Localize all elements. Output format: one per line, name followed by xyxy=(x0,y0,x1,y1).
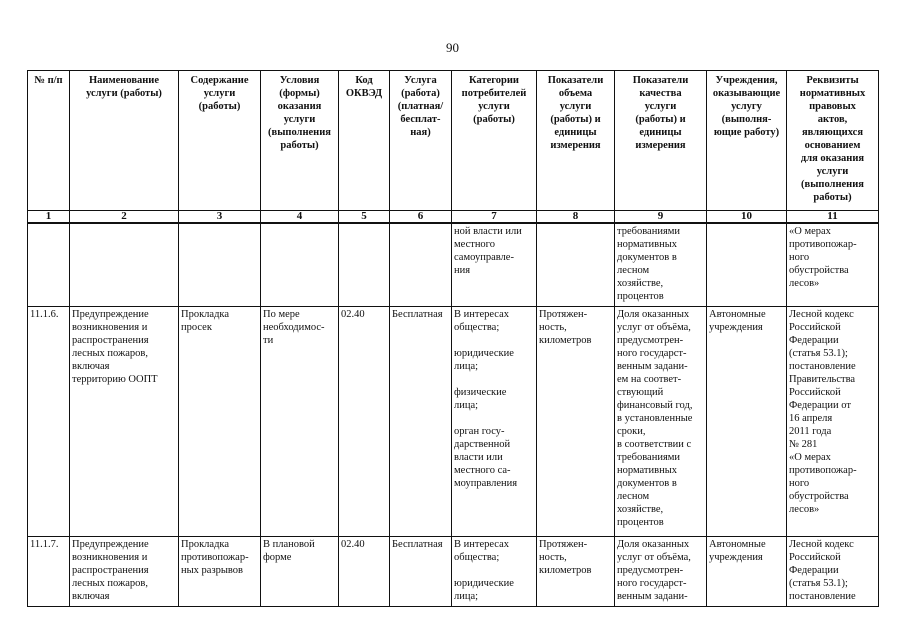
cell-text-line: 11.1.6. xyxy=(30,308,59,320)
column-number-row xyxy=(28,211,879,224)
cell-text-line: (работы) и xyxy=(550,114,601,125)
cell-text-line: территорию ООПТ xyxy=(72,373,158,385)
cell-text-line: нормативных xyxy=(617,239,678,250)
column-number: 10 xyxy=(707,211,787,224)
cell-text-line: (выполнения xyxy=(268,127,331,138)
cell-text-line: учреждения xyxy=(709,551,763,563)
cell-text-line: в установленные xyxy=(617,412,693,424)
cell-text-line: ем на соответ- xyxy=(617,373,682,385)
cell-text-line: Предупреждение xyxy=(72,538,149,550)
cell-text-line: лесном xyxy=(617,265,650,276)
table-cell xyxy=(390,223,452,306)
table-cell xyxy=(707,306,787,536)
cell-text-line: правовых xyxy=(809,101,856,112)
cell-text-line: Лесной кодекс xyxy=(789,538,854,550)
cell-text-line: Категории xyxy=(469,75,519,86)
cell-text-line: в соответствии с xyxy=(617,438,692,450)
table-cell xyxy=(615,306,707,536)
cell-text-line: Федерации xyxy=(789,334,839,346)
cell-text-line: (формы) xyxy=(279,88,320,99)
cell-text-line: распространения xyxy=(72,564,149,576)
cell-text-line: Код xyxy=(355,75,373,86)
cell-text-line: услуг от объёма, xyxy=(617,551,691,563)
cell-text-line: услуги (работы) xyxy=(86,88,162,99)
cell-text-line: обустройства xyxy=(789,490,849,502)
cell-text-line: Услуга xyxy=(404,75,437,86)
cell-text-line: Правительства xyxy=(789,373,856,385)
cell-text-line: ная) xyxy=(410,127,431,138)
column-header-10 xyxy=(707,71,787,211)
column-header-2 xyxy=(70,71,179,211)
cell-text-line: услуги xyxy=(559,101,592,112)
cell-text-line: Показатели xyxy=(632,75,689,86)
cell-text-line: (выполнения xyxy=(801,179,864,190)
cell-text-line: лесных пожаров, xyxy=(72,577,148,589)
cell-text-line: актов, xyxy=(817,114,848,125)
cell-text-line: (статья 53.1); xyxy=(789,347,848,359)
column-number: 9 xyxy=(615,211,707,224)
cell-text-line: Протяжен- xyxy=(539,538,588,550)
cell-text-line: Бесплатная xyxy=(392,538,443,550)
cell-text-line: услуг от объёма, xyxy=(617,321,691,333)
cell-text-line: документов в xyxy=(617,252,677,263)
table-row xyxy=(28,223,879,306)
table-cell xyxy=(28,536,70,606)
table-cell xyxy=(179,536,261,606)
column-number: 11 xyxy=(787,211,879,224)
cell-text-line: Федерации от xyxy=(789,399,851,411)
blank-line xyxy=(454,334,534,347)
cell-text-line: Федерации xyxy=(789,564,839,576)
cell-text-line: бесплат- xyxy=(400,114,441,125)
cell-text-line: ной власти или xyxy=(454,226,522,237)
cell-text-line: услугу xyxy=(731,101,762,112)
services-table xyxy=(27,70,879,607)
table-cell xyxy=(787,536,879,606)
table-cell xyxy=(787,223,879,306)
cell-text-line: сроки, xyxy=(617,425,646,437)
cell-text-line: лица; xyxy=(454,590,479,602)
table-cell xyxy=(390,536,452,606)
cell-text-line: венным задани- xyxy=(617,360,688,372)
cell-text-line: 02.40 xyxy=(341,538,365,550)
cell-text-line: лесов» xyxy=(789,278,820,289)
cell-text-line: постановление xyxy=(789,590,856,602)
table-cell xyxy=(707,536,787,606)
cell-text-line: орган госу- xyxy=(454,425,505,437)
table-cell xyxy=(28,306,70,536)
header-row xyxy=(28,71,879,211)
cell-text-line: Содержание xyxy=(190,75,249,86)
cell-text-line: № 281 xyxy=(789,438,818,450)
cell-text-line: нормативных xyxy=(617,464,678,476)
cell-text-line: Протяжен- xyxy=(539,308,588,320)
cell-text-line: потребителей xyxy=(461,88,527,99)
cell-text-line: В плановой xyxy=(263,538,315,550)
table-cell xyxy=(452,536,537,606)
cell-text-line: юридические xyxy=(454,577,514,589)
cell-text-line: (работа) xyxy=(401,88,440,99)
table-cell xyxy=(537,223,615,306)
cell-text-line: километров xyxy=(539,334,592,346)
cell-text-line: работы) xyxy=(813,192,852,203)
table-row xyxy=(28,536,879,606)
table-cell xyxy=(787,306,879,536)
cell-text-line: В интересах xyxy=(454,538,509,550)
column-header-3 xyxy=(179,71,261,211)
cell-text-line: (работы) и xyxy=(635,114,686,125)
cell-text-line: единицы xyxy=(554,127,597,138)
cell-text-line: ного государст- xyxy=(617,577,687,589)
cell-text-line: услуги xyxy=(478,101,510,112)
cell-text-line: услуги xyxy=(203,88,236,99)
cell-text-line: Прокладка xyxy=(181,538,230,550)
cell-text-line: услуги xyxy=(283,114,316,125)
cell-text-line: Российской xyxy=(789,551,841,563)
cell-text-line: процентов xyxy=(617,516,664,528)
column-header-5 xyxy=(339,71,390,211)
column-number: 7 xyxy=(452,211,537,224)
column-header-7 xyxy=(452,71,537,211)
table-cell xyxy=(28,223,70,306)
cell-text-line: самоуправле- xyxy=(454,252,514,263)
cell-text-line: ствующий xyxy=(617,386,664,398)
cell-text-line: противопожар- xyxy=(181,551,249,563)
cell-text-line: ния xyxy=(454,265,471,276)
cell-text-line: Доля оказанных xyxy=(617,538,690,550)
cell-text-line: венным задани- xyxy=(617,590,688,602)
blank-line xyxy=(454,412,534,425)
cell-text-line: В интересах xyxy=(454,308,509,320)
table-cell xyxy=(339,536,390,606)
cell-text-line: 16 апреля xyxy=(789,412,833,424)
cell-text-line: местного са- xyxy=(454,464,511,476)
cell-text-line: включая xyxy=(72,360,110,372)
cell-text-line: Наименование xyxy=(89,75,159,86)
cell-text-line: являющихся xyxy=(801,127,863,138)
column-number: 3 xyxy=(179,211,261,224)
cell-text-line: По мере xyxy=(263,308,300,320)
cell-text-line: обустройства xyxy=(789,265,849,276)
cell-text-line: основанием xyxy=(804,140,861,151)
cell-text-line: предусмотрен- xyxy=(617,334,684,346)
cell-text-line: (платная/ xyxy=(397,101,444,112)
table-cell xyxy=(707,223,787,306)
cell-text-line: Бесплатная xyxy=(392,308,443,320)
table-cell xyxy=(452,223,537,306)
blank-line xyxy=(454,564,534,577)
table-cell xyxy=(179,306,261,536)
cell-text-line: 02.40 xyxy=(341,308,365,320)
cell-text-line: Доля оказанных xyxy=(617,308,690,320)
cell-text-line: измерения xyxy=(635,140,686,151)
table-cell xyxy=(452,306,537,536)
cell-text-line: форме xyxy=(263,551,292,563)
cell-text-line: требованиями xyxy=(617,451,681,463)
column-header-11 xyxy=(787,71,879,211)
cell-text-line: № п/п xyxy=(34,75,63,86)
cell-text-line: учреждения xyxy=(709,321,763,333)
cell-text-line: ность, xyxy=(539,321,567,333)
cell-text-line: Лесной кодекс xyxy=(789,308,854,320)
cell-text-line: (выполня- xyxy=(721,114,772,125)
cell-text-line: качества xyxy=(639,88,682,99)
column-header-9 xyxy=(615,71,707,211)
table-cell xyxy=(615,536,707,606)
column-header-6 xyxy=(390,71,452,211)
cell-text-line: Российской xyxy=(789,321,841,333)
cell-text-line: постановление xyxy=(789,360,856,372)
page-number: 90 xyxy=(446,40,459,55)
cell-text-line: возникновения и xyxy=(72,321,148,333)
cell-text-line: «О мерах xyxy=(789,451,831,463)
cell-text-line: 11.1.7. xyxy=(30,538,59,550)
cell-text-line: Учреждения, xyxy=(715,75,778,86)
cell-text-line: оказывающие xyxy=(712,88,781,99)
cell-text-line: Предупреждение xyxy=(72,308,149,320)
cell-text-line: дарственной xyxy=(454,438,511,450)
column-number: 1 xyxy=(28,211,70,224)
table-cell xyxy=(261,306,339,536)
cell-text-line: ность, xyxy=(539,551,567,563)
cell-text-line: юридические xyxy=(454,347,514,359)
cell-text-line: измерения xyxy=(550,140,601,151)
cell-text-line: ного государст- xyxy=(617,347,687,359)
cell-text-line: лесных пожаров, xyxy=(72,347,148,359)
cell-text-line: ного xyxy=(789,252,810,263)
table-cell xyxy=(339,306,390,536)
column-header-4 xyxy=(261,71,339,211)
cell-text-line: (статья 53.1); xyxy=(789,577,848,589)
cell-text-line: услуги xyxy=(816,166,849,177)
cell-text-line: моуправления xyxy=(454,477,518,489)
table-cell xyxy=(70,306,179,536)
cell-text-line: (работы) xyxy=(473,114,515,125)
cell-text-line: предусмотрен- xyxy=(617,564,684,576)
cell-text-line: хозяйстве, xyxy=(617,278,664,289)
table-cell xyxy=(537,306,615,536)
table-cell xyxy=(261,223,339,306)
cell-text-line: распространения xyxy=(72,334,149,346)
cell-text-line: Условия xyxy=(279,75,320,86)
table-cell xyxy=(70,536,179,606)
cell-text-line: общества; xyxy=(454,321,500,333)
cell-text-line: работы) xyxy=(280,140,319,151)
cell-text-line: финансовый год, xyxy=(617,399,693,411)
cell-text-line: для оказания xyxy=(800,153,865,164)
table-cell xyxy=(339,223,390,306)
table-cell xyxy=(537,536,615,606)
cell-text-line: включая xyxy=(72,590,110,602)
column-number: 6 xyxy=(390,211,452,224)
cell-text-line: Автономные xyxy=(709,308,766,320)
cell-text-line: возникновения и xyxy=(72,551,148,563)
cell-text-line: физические xyxy=(454,386,507,398)
cell-text-line: общества; xyxy=(454,551,500,563)
cell-text-line: (работы) xyxy=(198,101,241,112)
cell-text-line: нормативных xyxy=(799,88,866,99)
cell-text-line: лесов» xyxy=(789,503,820,515)
table-cell xyxy=(615,223,707,306)
column-number: 2 xyxy=(70,211,179,224)
column-number: 5 xyxy=(339,211,390,224)
cell-text-line: лесном xyxy=(617,490,650,502)
cell-text-line: услуги xyxy=(644,101,677,112)
cell-text-line: местного xyxy=(454,239,495,250)
cell-text-line: противопожар- xyxy=(789,464,857,476)
cell-text-line: ющие работу) xyxy=(713,127,780,138)
cell-text-line: 2011 года xyxy=(789,425,832,437)
table-cell xyxy=(261,536,339,606)
blank-line xyxy=(454,373,534,386)
column-number: 8 xyxy=(537,211,615,224)
cell-text-line: «О мерах xyxy=(789,226,831,237)
column-header-8 xyxy=(537,71,615,211)
cell-text-line: процентов xyxy=(617,291,664,302)
cell-text-line: противопожар- xyxy=(789,239,857,250)
cell-text-line: ных разрывов xyxy=(181,564,244,576)
cell-text-line: единицы xyxy=(639,127,682,138)
cell-text-line: Показатели xyxy=(547,75,604,86)
cell-text-line: необходимос- xyxy=(263,321,325,333)
cell-text-line: оказания xyxy=(277,101,322,112)
table-cell xyxy=(390,306,452,536)
cell-text-line: ного xyxy=(789,477,810,489)
cell-text-line: лица; xyxy=(454,399,479,411)
column-number: 4 xyxy=(261,211,339,224)
cell-text-line: ОКВЭД xyxy=(345,88,383,99)
cell-text-line: Российской xyxy=(789,386,841,398)
table-row xyxy=(28,306,879,536)
table-cell xyxy=(70,223,179,306)
cell-text-line: Автономные xyxy=(709,538,766,550)
cell-text-line: Прокладка xyxy=(181,308,230,320)
cell-text-line: лица; xyxy=(454,360,479,372)
cell-text-line: власти или xyxy=(454,451,503,463)
table-cell xyxy=(179,223,261,306)
column-header-1 xyxy=(28,71,70,211)
cell-text-line: километров xyxy=(539,564,592,576)
cell-text-line: документов в xyxy=(617,477,677,489)
cell-text-line: Реквизиты xyxy=(806,75,859,86)
cell-text-line: ти xyxy=(263,334,274,346)
cell-text-line: объема xyxy=(558,88,593,99)
cell-text-line: требованиями xyxy=(617,226,681,237)
cell-text-line: просек xyxy=(181,321,212,333)
cell-text-line: хозяйстве, xyxy=(617,503,664,515)
